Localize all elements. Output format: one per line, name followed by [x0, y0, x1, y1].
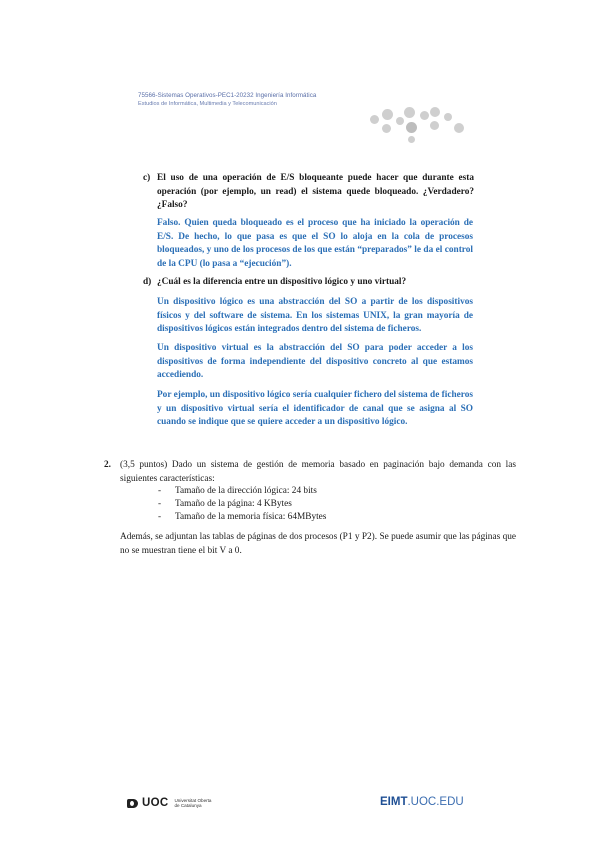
exercise-2-closing-paragraph: Además, se adjuntan las tablas de páginas de dos procesos (P1 y P2). Se puede asumir que las páginas que no se muestran tiene el bit V a 0.: [120, 532, 516, 556]
eimt-logo-domain: .UOC.EDU: [407, 796, 464, 808]
eimt-logo-bold: EIMT: [380, 796, 408, 808]
eimt-logo: [380, 796, 464, 808]
question-c: [143, 172, 474, 213]
exercise-2: [104, 459, 516, 486]
question-d-label: d): [143, 277, 152, 287]
uoc-logo-text: UOC: [142, 797, 169, 809]
exercise-2-statement: (3,5 puntos) Dado un sistema de gestión de memoria basado en paginación bajo demanda con las siguientes características:: [120, 460, 516, 484]
question-c-label: c): [143, 173, 151, 183]
answer-d-paragraph-2: Un dispositivo virtual es la abstracción del SO para poder acceder a los dispositivos de forma independiente del dispositivo concreto al que estamos accediendo.: [157, 343, 473, 381]
list-item: - Tamaño de la memoria física: 64MBytes: [156, 511, 326, 524]
header-faculty-line: Estudios de Informática, Multimedia y Telecomunicación: [138, 101, 277, 107]
header-course-line: 75566-Sistemas Operativos-PEC1-20232 Ingeniería Informática: [138, 92, 317, 99]
uoc-logo-icon: [127, 799, 138, 808]
uoc-logo: [127, 797, 214, 809]
question-c-text: El uso de una operación de E/S bloqueante puede hacer que durante esta operación (por ejemplo, un read) el sistema quede bloqueado. ¿Verdadero? ¿Falso?: [157, 173, 474, 211]
exercise-2-number: 2.: [104, 460, 111, 470]
list-item: - Tamaño de la dirección lógica: 24 bits: [156, 485, 326, 498]
question-d-text: ¿Cuál es la diferencia entre un dispositivo lógico y uno virtual?: [157, 277, 407, 287]
header-dots-decoration: [368, 107, 478, 145]
question-d: [143, 276, 474, 290]
uoc-name-line-2: de Catalunya: [174, 803, 202, 808]
uoc-university-name: [174, 798, 214, 809]
uoc-name-line-1: Universitat Oberta: [174, 797, 212, 803]
answer-d-paragraph-1: Un dispositivo lógico es una abstracción del SO a partir de los dispositivos físicos y del software de sistema. En los sistemas UNIX, la gran mayoría de dispositivos lógicos están integrados dentro del sistema de ficheros.: [157, 297, 473, 335]
page-header: [138, 92, 316, 107]
list-item: - Tamaño de la página: 4 KBytes: [156, 498, 326, 511]
exercise-2-bullet-list: [156, 485, 326, 523]
answer-c: Falso. Quien queda bloqueado es el proceso que ha iniciado la operación de E/S. De hecho, lo que pasa es que el SO lo aloja en la cola de procesos bloqueados, y uno de los procesos de los que están “preparados” le da el control de la CPU (lo pasa a “ejecución”).: [157, 218, 473, 269]
answer-d-paragraph-3: Por ejemplo, un dispositivo lógico sería cualquier fichero del sistema de ficheros y un dispositivo virtual sería el identificador de canal que se asigna al SO cuando se indique que se quiere acceder a un dispositivo lógico.: [157, 390, 473, 428]
